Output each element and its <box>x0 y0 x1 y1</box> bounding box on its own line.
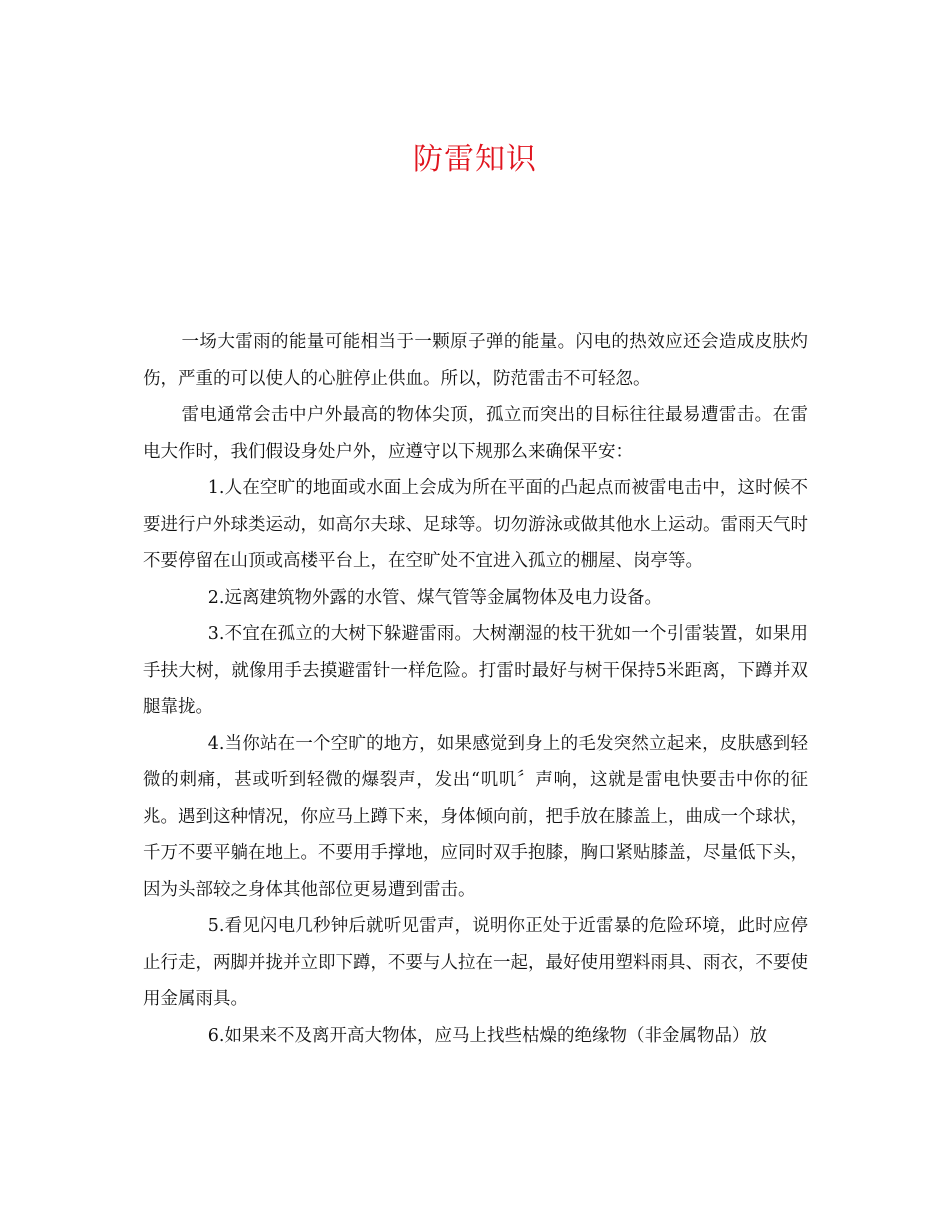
page-title: 防雷知识 <box>413 142 537 177</box>
list-item-4: 4.当你站在一个空旷的地方，如果感觉到身上的毛发突然立起来，皮肤感到轻微的刺痛，甚或听到轻微的爆裂声，发出“叽叽〞声响，这就是雷电快要击中你的征兆。遇到这种情况，你应马上蹲下来，身体倾向前，把手放在膝盖上，曲成一个球状，千万不要平躺在地上。不要用手撑地，应同时双手抱膝，胸口紧贴膝盖，尽量低下头，因为头部较之身体其他部位更易遭到雷击。 <box>143 733 808 900</box>
paragraph-intro-2: 雷电通常会击中户外最高的物体尖顶，孤立而突出的目标往往最易遭雷击。在雷电大作时，我们假设身处户外，应遵守以下规那么来确保平安： <box>143 405 808 462</box>
list-item-6: 6.如果来不及离开高大物体，应马上找些枯燥的绝缘物（非金属物品）放 <box>207 1025 767 1046</box>
document-body <box>143 324 808 1054</box>
paragraph-intro-1: 一场大雷雨的能量可能相当于一颗原子弹的能量。闪电的热效应还会造成皮肤灼伤，严重的可以使人的心脏停止供血。所以，防范雷击不可轻忽。 <box>143 332 808 389</box>
list-item-3: 3.不宜在孤立的大树下躲避雷雨。大树潮湿的枝干犹如一个引雷装置，如果用手扶大树，就像用手去摸避雷针一样危险。打雷时最好与树干保持5米距离，下蹲并双腿靠拢。 <box>143 624 808 717</box>
list-item-2: 2.远离建筑物外露的水管、煤气管等金属物体及电力设备。 <box>207 587 662 608</box>
list-item-1: 1.人在空旷的地面或水面上会成为所在平面的凸起点而被雷电击中，这时候不要进行户外球类运动，如高尔夫球、足球等。切勿游泳或做其他水上运动。雷雨天气时不要停留在山顶或高楼平台上，在空旷处不宜进入孤立的棚屋、岗亭等。 <box>143 478 808 571</box>
list-item-5: 5.看见闪电几秒钟后就听见雷声，说明你正处于近雷暴的危险环境，此时应停止行走，两脚并拢并立即下蹲，不要与人拉在一起，最好使用塑料雨具、雨衣，不要使用金属雨具。 <box>143 916 808 1009</box>
